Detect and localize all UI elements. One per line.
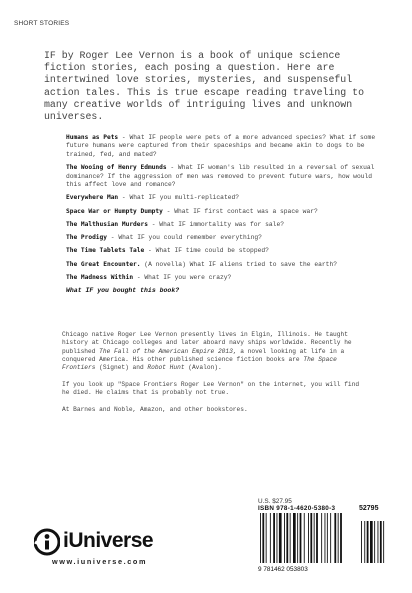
story-item [66, 274, 384, 282]
story-question: - What IF immortality was for sale? [147, 220, 285, 228]
story-question: - What IF you could remember everything? [106, 234, 262, 242]
publisher-name: iUniverse [63, 529, 154, 552]
barcode-digits: 9 781462 053803 [258, 566, 308, 573]
story-item [66, 134, 384, 159]
story-question: - What IF time could be stopped? [144, 247, 269, 255]
story-question: - What IF you were crazy? [133, 274, 232, 281]
bio-text: , a novel looking at life in a conquered America. His other published science fiction books are [62, 347, 345, 363]
story-title: Space War or Humpty Dumpty [66, 207, 163, 215]
book-title: The Space Frontiers [62, 355, 337, 372]
story-question: - What IF you multi-replicated? [118, 194, 240, 202]
author-bio [62, 331, 362, 423]
category-label: SHORT STORIES [14, 20, 70, 27]
bio-text: (Avalon). [184, 364, 222, 372]
story-title: The Prodigy [66, 234, 107, 242]
story-title: The Malthusian Murders [66, 220, 148, 228]
story-title: Humans as Pets [66, 134, 119, 141]
price-label: U.S. $27.95 [258, 498, 292, 505]
iuniverse-logo-icon [34, 528, 60, 556]
isbn-label: ISBN 978-1-4620-5380-3 [258, 505, 336, 512]
story-title: The Time Tablets Tale [66, 247, 145, 255]
story-question: (A novella) What IF aliens tried to save the earth? [140, 260, 338, 268]
story-title: The Wooing of Henry Edmunds [66, 164, 167, 172]
book-title: The Fall of the American Empire 2013 [99, 347, 233, 355]
story-title: The Great Encounter. [66, 260, 141, 268]
story-item [66, 164, 384, 189]
barcode-addon-number: 52795 [359, 505, 379, 512]
book-title: Robot Hunt [147, 364, 185, 372]
book-description: IF by Roger Lee Vernon is a book of unique science fiction stories, each posing a question. Here are intertwined love stories, mysteries, and suspenseful action tales. This is true escape reading traveling to many creative worlds of intriguing lives and unknown universes. [44, 50, 365, 123]
bio-paragraph: If you look up "Space Frontiers Roger Lee Vernon" on the internet, you will find he died. He claims that is probably not true. [62, 380, 360, 397]
barcode-image [258, 513, 388, 573]
story-item [66, 194, 384, 202]
bio-paragraph [62, 331, 362, 372]
story-item [66, 234, 384, 242]
story-item [66, 247, 384, 255]
publisher-url: www.iuniverse.com [52, 557, 148, 566]
story-question: - What IF woman's lib resulted in a reversal of sexual dominance? If the aggression of men was removed to prevent future wars, how would this affect love and romance? [66, 164, 375, 188]
bio-text: (Signet) and [95, 364, 148, 372]
story-item [66, 208, 384, 216]
story-item [66, 261, 384, 269]
story-title: The Madness Within [66, 274, 134, 281]
bio-text: Chicago native Roger Lee Vernon presently lives in Elgin, Illinois. He taught history at Chicago colleges and later aboard navy ships worldwide. Recently he published [62, 331, 352, 355]
story-question: - What IF people were pets of a more advanced species? What if some future humans were captured from their spaceships and became akin to dogs to be trained, fed, and mated? [66, 134, 376, 158]
story-list [66, 134, 384, 296]
barcode-bars [260, 513, 384, 563]
story-item [66, 221, 384, 229]
closing-question: What IF you bought this book? [66, 287, 180, 295]
story-title: Everywhere Man [66, 194, 119, 202]
story-question: - What IF first contact was a space war? [162, 207, 318, 215]
bio-paragraph: At Barnes and Noble, Amazon, and other bookstores. [62, 405, 248, 413]
